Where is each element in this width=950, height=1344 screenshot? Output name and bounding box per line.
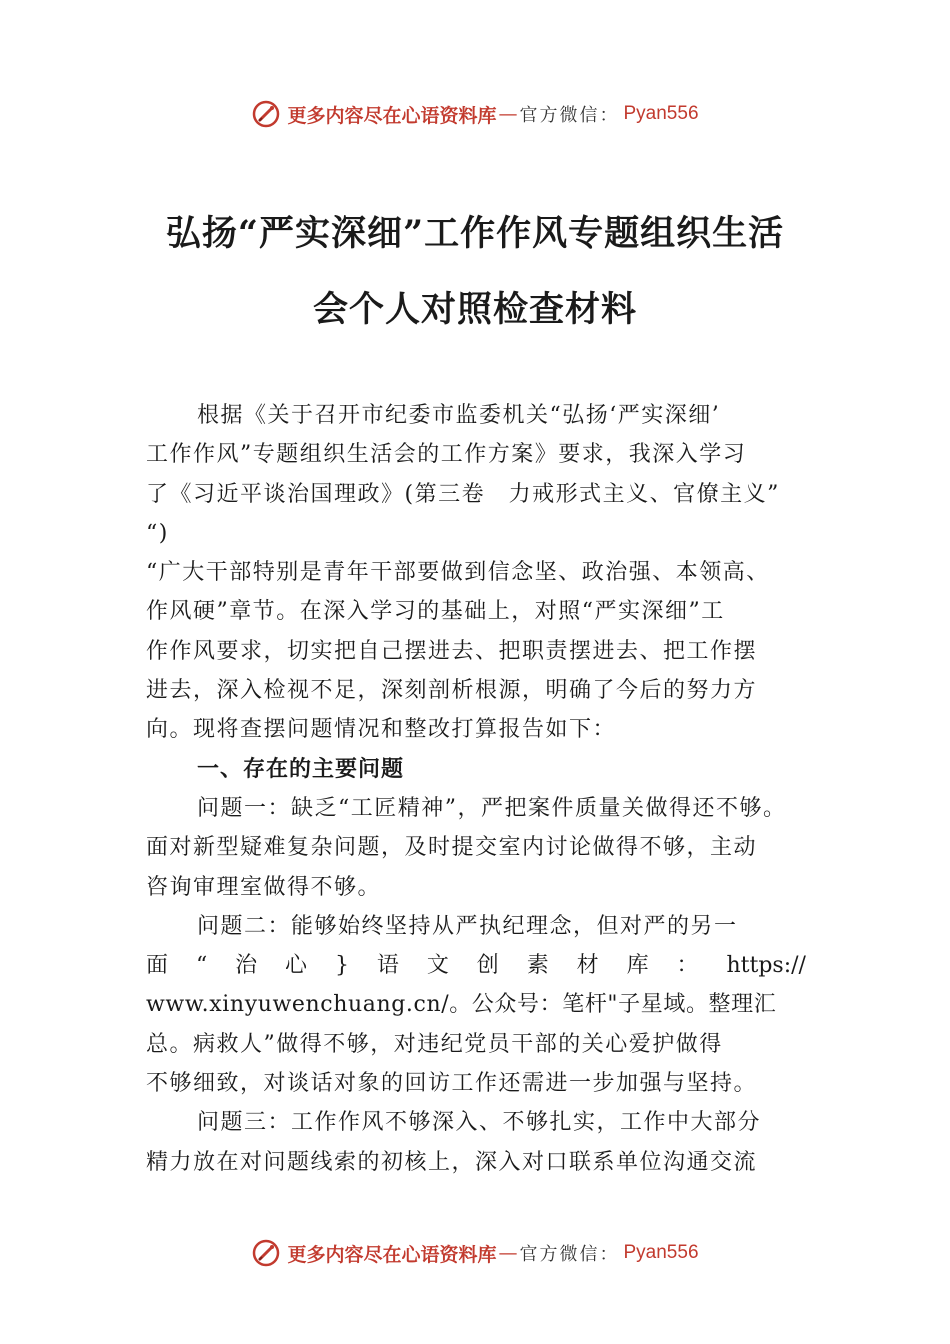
paragraph-line: 作作风要求，切实把自己摆进去、把职责摆进去、把工作摆 [146,638,758,664]
spaced-token: 面 [146,953,169,979]
banner-brand-text: 更多内容尽在心语资料库 [287,104,497,127]
banner-wechat-label: 官方微信： [519,1244,620,1265]
document-title-line-2: 会个人对照检查材料 [312,289,637,330]
spaced-token: 语 [376,953,399,979]
paragraph-line: www.xinyuwenchuang.cn/。公众号：笔杆"子星域。整理汇 [146,992,777,1018]
spaced-token: “ [195,953,208,979]
paragraph-line: 面对新型疑难复杂问题，及时提交室内讨论做得不够，主动 [146,835,758,861]
spaced-token: 材 [576,953,599,979]
paragraph-line: 问题二：能够始终坚持从严执纪理念，但对严的另一 [197,913,738,939]
paragraph-line: 工作作风”专题组织生活会的工作方案》要求，我深入学习 [146,442,747,468]
document-body [146,396,806,1182]
spaced-token: 库 [626,953,649,979]
spaced-token: 心 [285,953,308,979]
pen-logo-icon [251,1238,281,1268]
spaced-token: 文 [426,953,449,979]
spaced-token: 创 [476,953,499,979]
section-heading: 一、存在的主要问题 [197,756,405,782]
paragraph-line: 根据《关于召开市纪委市监委机关“弘扬‘严实深细’ [197,403,721,428]
spaced-token: https:// [726,953,806,979]
paragraph-line: 作风硬”章节。在深入学习的基础上，对照“严实深细”工 [146,599,725,625]
banner-brand-text: 更多内容尽在心语资料库 [287,1243,497,1266]
paragraph-line: “) [146,520,169,546]
banner-wechat-label: 官方微信： [519,105,620,126]
paragraph-line: 不够细致，对谈话对象的回访工作还需进一步加强与坚持。 [146,1071,758,1097]
paragraph-line: “广大干部特别是青年干部要做到信念坚、政治强、本领高、 [146,560,770,586]
paragraph-line: 向。现将查摆问题情况和整改打算报告如下： [146,717,617,743]
spaced-token: ： [676,953,699,979]
banner-wechat-id: Pyan556 [623,1242,699,1263]
document-title-line-1: 弘扬“严实深细”工作作风专题组织生活 [165,213,785,254]
spaced-paragraph-line [146,946,806,985]
banner-dash: — [498,1242,518,1264]
spaced-token: } [334,953,349,979]
spaced-token: 治 [235,953,258,979]
paragraph-line: 总。病救人”做得不够，对违纪党员干部的关心爱护做得 [146,1031,723,1057]
banner-dash: — [498,103,518,125]
banner-wechat-id: Pyan556 [623,103,699,124]
paragraph-line: 了《习近平谈治国理政》(第三卷 力戒形式主义、官僚主义” [146,481,780,507]
paragraph-line: 问题一：缺乏“工匠精神”，严把案件质量关做得还不够。 [197,795,787,821]
paragraph-line: 精力放在对问题线索的初核上，深入对口联系单位沟通交流 [146,1149,758,1175]
pen-logo-icon [251,99,281,129]
header-banner [0,94,950,134]
paragraph-line: 咨询审理室做得不够。 [146,874,382,900]
paragraph-line: 问题三：工作作风不够深入、不够扎实，工作中大部分 [197,1110,762,1136]
footer-banner [0,1233,950,1273]
paragraph-line: 进去，深入检视不足，深刻剖析根源，明确了今后的努力方 [146,678,758,704]
spaced-token: 素 [526,953,549,979]
